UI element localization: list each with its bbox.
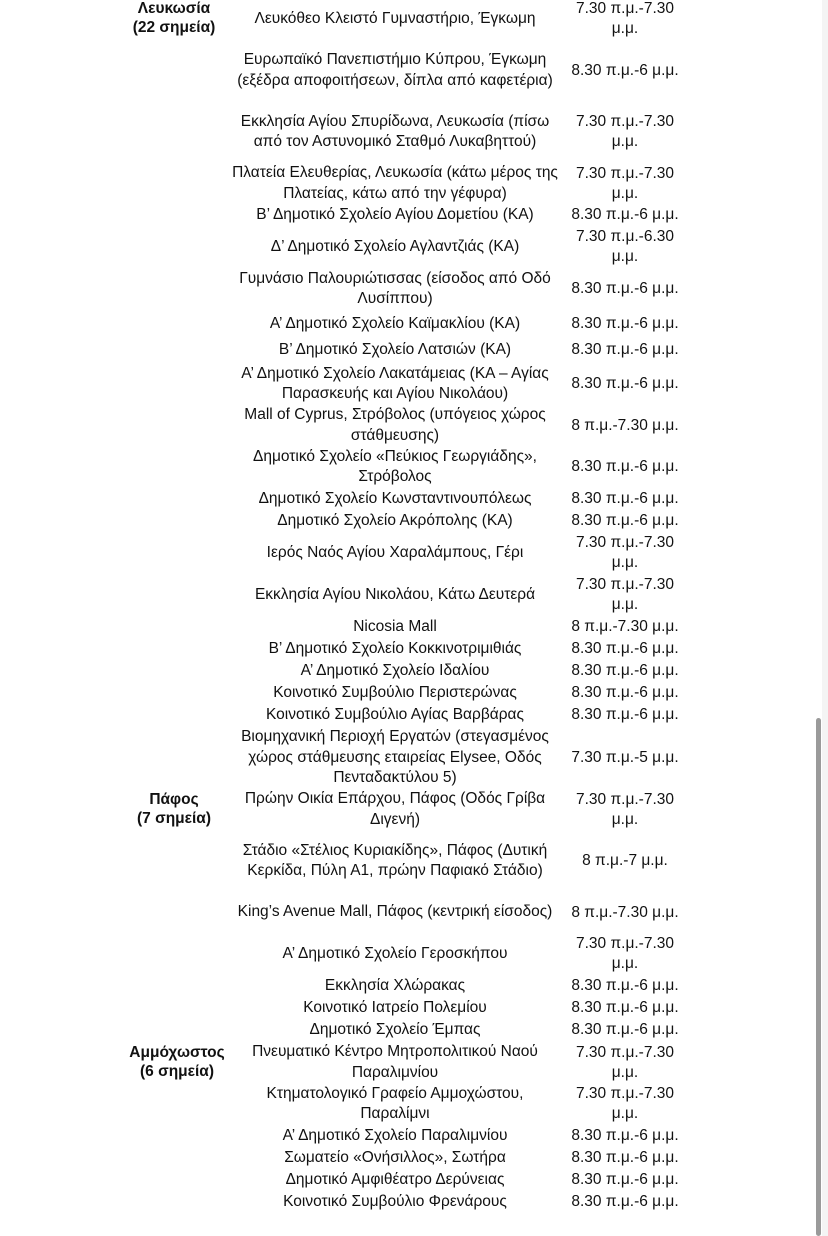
table-row [0, 975, 828, 997]
location-cell: Α’ Δημοτικό Σχολείο Ιδαλίου [300, 661, 490, 679]
table-row [0, 339, 828, 361]
table-row [0, 0, 828, 40]
table-row [0, 532, 828, 574]
location-cell: Β’ Δημοτικό Σχολείο Αγίου Δομετίου (ΚΑ) [256, 205, 534, 223]
table-row [0, 682, 828, 704]
table-row [0, 704, 828, 726]
hours-cell: 7.30 π.μ.-5 μ.μ. [571, 749, 679, 766]
hours-cell: 7.30 π.μ.-7.30 μ.μ. [575, 935, 675, 972]
region-cell-nicosia [112, 0, 236, 37]
region-cell-paphos [112, 790, 236, 828]
hours-cell: 8.30 π.μ.-6 μ.μ. [571, 1021, 679, 1038]
hours-cell: 7.30 π.μ.-6.30 μ.μ. [575, 228, 675, 265]
location-cell: Δημοτικό Σχολείο Έμπας [309, 1020, 481, 1038]
location-cell: Κοινοτικό Συμβούλιο Αγίας Βαρβάρας [266, 705, 524, 723]
location-cell: Βιομηχανική Περιοχή Εργατών (στεγασμένος χώρος στάθμευσης εταιρείας Elysee, Οδός Πενταδακτύλου 5) [241, 728, 549, 787]
table-row [0, 574, 828, 616]
hours-cell: 8.30 π.μ.-6 μ.μ. [571, 662, 679, 679]
table-row [0, 1042, 828, 1083]
hours-cell: 7.30 π.μ.-7.30 μ.μ. [575, 1043, 675, 1081]
location-cell: Πρώην Οικία Επάρχου, Πάφος (Οδός Γρίβα Διγενή) [244, 790, 546, 828]
table-row [0, 363, 828, 405]
location-cell: Εκκλησία Αγίου Νικολάου, Κάτω Δευτερά [254, 585, 536, 603]
table-row [0, 1191, 828, 1213]
hours-cell: 8.30 π.μ.-6 μ.μ. [571, 206, 679, 223]
location-cell: Α’ Δημοτικό Σχολείο Παραλιμνίου [282, 1126, 508, 1144]
location-cell: Mall of Cyprus, Στρόβολος (υπόγειος χώρος στάθμευσης) [244, 406, 546, 444]
location-cell: Πνευματικό Κέντρο Μητροπολιτικού Ναού Παραλιμνίου [252, 1043, 538, 1081]
table-row [0, 892, 828, 933]
location-cell: King’s Avenue Mall, Πάφος (κεντρική είσοδος) [237, 903, 553, 921]
region-cell-famagusta [112, 1043, 242, 1081]
hours-cell: 8.30 π.μ.-6 μ.μ. [571, 977, 679, 994]
table-row [0, 830, 828, 892]
region-count: (7 σημεία) [137, 810, 211, 827]
location-cell: Κτηματολογικό Γραφείο Αμμοχώστου, Παραλίμνι [266, 1084, 524, 1122]
location-cell: Δημοτικό Αμφιθέατρο Δερύνειας [285, 1170, 505, 1188]
table-row [0, 997, 828, 1019]
location-cell: Α’ Δημοτικό Σχολείο Καϊμακλίου (ΚΑ) [269, 314, 521, 332]
hours-cell: 7.30 π.μ.-7.30 μ.μ. [575, 576, 675, 613]
location-cell: Δημοτικό Σχολείο Κωνσταντινουπόλεως [258, 489, 532, 507]
location-cell: Ευρωπαϊκό Πανεπιστήμιο Κύπρου, Έγκωμη (εξέδρα αποφοιτήσεων, δίπλα από καφετέρια) [237, 51, 553, 89]
location-cell: Κοινοτικό Συμβούλιο Φρενάρους [283, 1192, 507, 1210]
table-row [0, 789, 828, 830]
location-cell: Πλατεία Ελευθερίας, Λευκωσία (κάτω μέρος της Πλατείας, κάτω από την γέφυρα) [232, 164, 558, 202]
region-count: (22 σημεία) [132, 19, 216, 36]
location-cell: Εκκλησία Χλώρακας [324, 976, 466, 994]
region-name: Πάφος [149, 791, 199, 808]
hours-cell: 7.30 π.μ.-7.30 μ.μ. [575, 164, 675, 202]
hours-cell: 7.30 π.μ.-7.30 μ.μ. [575, 790, 675, 828]
table-row [0, 313, 828, 335]
region-name: Λευκωσία [137, 0, 211, 17]
table-row [0, 616, 828, 638]
table-row [0, 488, 828, 510]
hours-cell: 7.30 π.μ.-7.30 μ.μ. [575, 1085, 675, 1122]
hours-cell: 7.30 π.μ.-7.30 μ.μ. [575, 0, 675, 37]
hours-cell: 8.30 π.μ.-6 μ.μ. [571, 1171, 679, 1188]
location-cell: Β’ Δημοτικό Σχολείο Λατσιών (ΚΑ) [278, 340, 512, 358]
hours-cell: 8.30 π.μ.-6 μ.μ. [571, 341, 679, 358]
table-row [0, 1147, 828, 1169]
table-row [0, 163, 828, 204]
location-cell: Στάδιο «Στέλιος Κυριακίδης», Πάφος (Δυτική Κερκίδα, Πύλη Α1, πρώην Παφιακό Στάδιο) [242, 841, 548, 879]
location-cell: Α’ Δημοτικό Σχολείο Λακατάμειας (ΚΑ – Αγίας Παρασκευής και Αγίου Νικολάου) [241, 364, 549, 402]
location-cell: Ιερός Ναός Αγίου Χαραλάμπους, Γέρι [266, 543, 524, 561]
hours-cell: 8.30 π.μ.-6 μ.μ. [571, 1127, 679, 1144]
location-cell: Δημοτικό Σχολείο «Πεύκιος Γεωργιάδης», Στρόβολος [253, 447, 537, 485]
table-row [0, 268, 828, 310]
location-cell: Λευκόθεο Κλειστό Γυμναστήριο, Έγκωμη [254, 9, 536, 27]
region-name: Αμμόχωστος [129, 1044, 225, 1061]
vertical-scrollbar[interactable] [816, 718, 821, 1236]
hours-cell: 8.30 π.μ.-6 μ.μ. [571, 375, 679, 392]
table-row [0, 1169, 828, 1191]
hours-cell: 8.30 π.μ.-6 μ.μ. [571, 1193, 679, 1210]
table-row [0, 1019, 828, 1041]
hours-cell: 8.30 π.μ.-6 μ.μ. [571, 490, 679, 507]
location-cell: Β’ Δημοτικό Σχολείο Κοκκινοτριμιθιάς [268, 639, 522, 657]
table-row [0, 1083, 828, 1125]
table-row [0, 204, 828, 226]
hours-cell: 7.30 π.μ.-7.30 μ.μ. [575, 534, 675, 571]
location-cell: Κοινοτικό Συμβούλιο Περιστερώνας [273, 683, 517, 701]
hours-cell: 8.30 π.μ.-6 μ.μ. [571, 458, 679, 475]
region-count: (6 σημεία) [140, 1063, 214, 1080]
location-cell: Α’ Δημοτικό Σχολείο Γεροσκήπου [282, 944, 508, 962]
table-row [0, 510, 828, 532]
hours-cell: 8.30 π.μ.-6 μ.μ. [571, 61, 679, 79]
table-row [0, 638, 828, 660]
hours-cell: 8.30 π.μ.-6 μ.μ. [571, 1149, 679, 1166]
hours-cell: 8.30 π.μ.-6 μ.μ. [571, 640, 679, 657]
table-row [0, 1125, 828, 1147]
location-cell: Εκκλησία Αγίου Σπυρίδωνα, Λευκωσία (πίσω από τον Αστυνομικό Σταθμό Λυκαβηττού) [240, 112, 550, 150]
right-edge [822, 0, 828, 1236]
location-cell: Δημοτικό Σχολείο Ακρόπολης (ΚΑ) [277, 511, 513, 529]
table-row [0, 101, 828, 163]
table-row [0, 660, 828, 682]
table-row [0, 933, 828, 975]
location-cell: Σωματείο «Ονήσιλλος», Σωτήρα [284, 1148, 506, 1166]
hours-cell: 8.30 π.μ.-6 μ.μ. [571, 280, 679, 297]
hours-cell: 8.30 π.μ.-6 μ.μ. [571, 706, 679, 723]
location-cell: Γυμνάσιο Παλουριώτισσας (είσοδος από Οδό Λυσίππου) [239, 269, 551, 307]
location-cell: Nicosia Mall [353, 617, 437, 635]
table-row [0, 226, 828, 268]
table-row [0, 446, 828, 488]
hours-cell: 8 π.μ.-7.30 μ.μ. [571, 416, 679, 434]
table-row [0, 40, 828, 101]
hours-cell: 8.30 π.μ.-6 μ.μ. [571, 512, 679, 529]
hours-cell: 8 π.μ.-7.30 μ.μ. [571, 903, 679, 921]
hours-cell: 8.30 π.μ.-6 μ.μ. [571, 999, 679, 1016]
hours-cell: 8 π.μ.-7 μ.μ. [582, 852, 668, 869]
hours-cell: 8.30 π.μ.-6 μ.μ. [571, 315, 679, 332]
location-cell: Δ’ Δημοτικό Σχολείο Αγλαντζιάς (ΚΑ) [270, 237, 520, 255]
table-row [0, 405, 828, 446]
location-cell: Κοινοτικό Ιατρείο Πολεμίου [303, 998, 487, 1016]
hours-cell: 7.30 π.μ.-7.30 μ.μ. [575, 113, 675, 150]
table-row [0, 727, 828, 789]
hours-cell: 8 π.μ.-7.30 μ.μ. [571, 618, 679, 635]
hours-cell: 8.30 π.μ.-6 μ.μ. [571, 684, 679, 701]
